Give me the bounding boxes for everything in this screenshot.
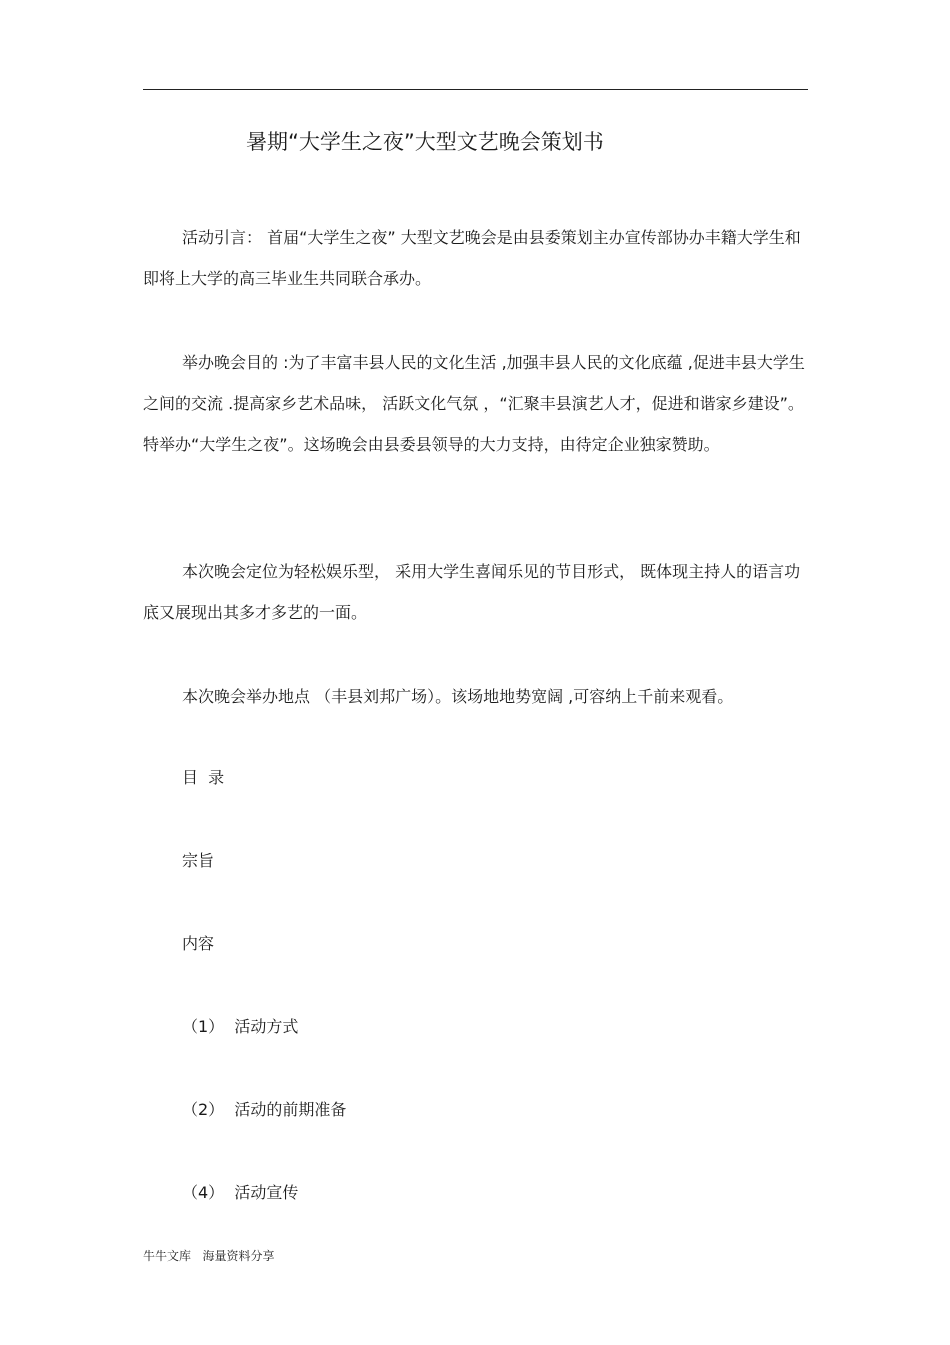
toc-heading: 目 录 bbox=[182, 768, 225, 787]
paragraph-positioning: 本次晚会定位为轻松娱乐型， 采用大学生喜闻乐见的节目形式， 既体现主持人的语言功底又展现出其多才多艺的一面。 bbox=[143, 562, 801, 622]
paragraph-venue: 本次晚会举办地点 （丰县刘邦广场）。该场地地势宽阔 ,可容纳上千前来观看。 bbox=[182, 687, 734, 706]
toc-item: （4） 活动宣传 bbox=[182, 1183, 299, 1202]
header-rule bbox=[143, 89, 808, 90]
document-title: 暑期“大学生之夜”大型文艺晚会策划书 bbox=[246, 130, 604, 154]
paragraph-purpose: 举办晚会目的 :为了丰富丰县人民的文化生活 ,加强丰县人民的文化底蕴 ,促进丰县大学生之间的交流 .提高家乡艺术品味， 活跃文化气氛 ，“汇聚丰县演艺人才，促进和谐家乡建设”。特举办“大学生之夜”。这场晚会由县委县领导的大力支持，由待定企业独家赞助。 bbox=[143, 353, 805, 454]
toc-item: （1） 活动方式 bbox=[182, 1017, 299, 1036]
toc-item: 宗旨 bbox=[182, 851, 215, 870]
page-footer: 牛牛文库 海量资料分享 bbox=[143, 1249, 275, 1263]
toc-item: （2） 活动的前期准备 bbox=[182, 1100, 347, 1119]
toc-item: 内容 bbox=[182, 934, 215, 953]
paragraph-intro: 活动引言： 首届“大学生之夜” 大型文艺晚会是由县委策划主办宣传部协办丰籍大学生和即将上大学的高三毕业生共同联合承办。 bbox=[143, 228, 801, 288]
